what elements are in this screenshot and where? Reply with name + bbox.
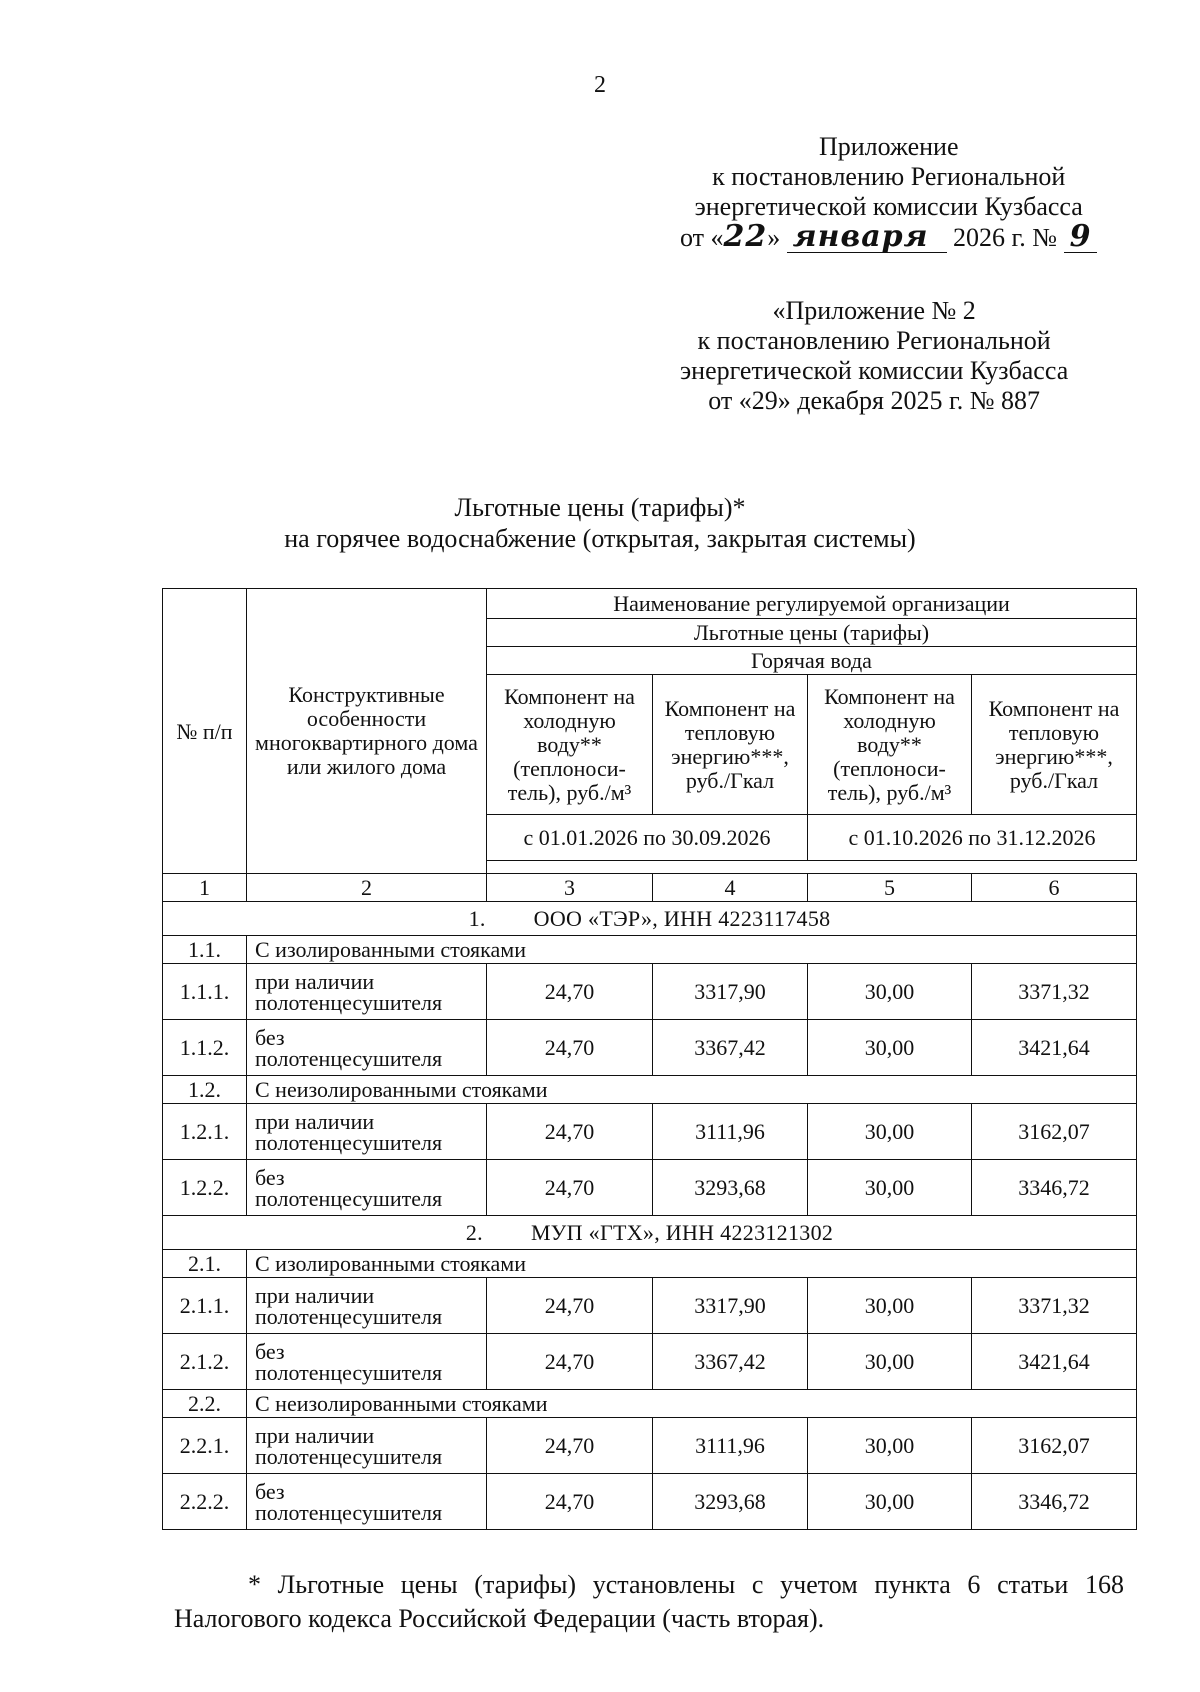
cell-cold-1: 24,70: [487, 1020, 653, 1076]
col-header-cold-component-1: Компонент на холодную воду** (теплоноси-тель), руб./м³: [487, 675, 653, 815]
appendix-line-3: энергетической комиссии Кузбасса: [694, 192, 1083, 221]
row-number: 2.1.1.: [163, 1278, 247, 1334]
table-row: [163, 1020, 1137, 1076]
cell-heat-1: 3367,42: [653, 1334, 808, 1390]
handwritten-day: 22: [723, 219, 768, 254]
row-feature-line-2: полотенцесушителя: [255, 1500, 443, 1525]
cell-heat-1: 3317,90: [653, 964, 808, 1020]
handwritten-number: 9: [1064, 222, 1098, 253]
cell-cold-1: 24,70: [487, 1278, 653, 1334]
column-number: 6: [972, 874, 1137, 902]
document-title-line-2: на горячее водоснабжение (открытая, закрытая системы): [284, 524, 916, 553]
col-header-period-2: с 01.10.2026 по 31.12.2026: [808, 815, 1137, 861]
row-feature-line-2: полотенцесушителя: [255, 1046, 443, 1071]
group-title: С неизолированными стояками: [247, 1390, 1137, 1418]
cell-heat-2: 3421,64: [972, 1020, 1137, 1076]
column-number: 3: [487, 874, 653, 902]
date-year: 2026 г. №: [953, 223, 1058, 252]
footnote: [174, 1568, 1124, 1636]
group-title: С изолированными стояками: [247, 1250, 1137, 1278]
group-title: С изолированными стояками: [247, 936, 1137, 964]
group-title: С неизолированными стояками: [247, 1076, 1137, 1104]
footnote-line-2: Налогового кодекса Российской Федерации (часть вторая).: [174, 1604, 825, 1633]
org-number: 2.: [465, 1220, 483, 1245]
row-feature: [247, 1418, 487, 1474]
row-number: 1.1.2.: [163, 1020, 247, 1076]
cell-cold-2: 30,00: [808, 1334, 972, 1390]
appendix-title: Приложение: [818, 132, 959, 161]
row-feature: [247, 1474, 487, 1530]
cell-cold-2: 30,00: [808, 1104, 972, 1160]
appendix-2-header: [680, 296, 1068, 416]
cell-heat-2: 3371,32: [972, 1278, 1137, 1334]
cell-cold-1: 24,70: [487, 1334, 653, 1390]
row-number: 2.1.2.: [163, 1334, 247, 1390]
cell-heat-1: 3367,42: [653, 1020, 808, 1076]
group-number: 1.1.: [163, 936, 247, 964]
table-row: [163, 1418, 1137, 1474]
col-header-num: № п/п: [163, 589, 247, 874]
tariffs-table: [162, 588, 1137, 1530]
cell-heat-2: 3371,32: [972, 964, 1137, 1020]
row-number: 1.1.1.: [163, 964, 247, 1020]
table-row: [163, 1278, 1137, 1334]
row-feature-line-1: при наличии: [255, 1423, 375, 1448]
row-feature-line-1: без: [255, 1339, 285, 1364]
row-number: 1.2.2.: [163, 1160, 247, 1216]
cell-cold-2: 30,00: [808, 1474, 972, 1530]
cell-cold-2: 30,00: [808, 1278, 972, 1334]
row-feature-line-2: полотенцесушителя: [255, 1130, 443, 1155]
org-number: 1.: [468, 906, 486, 931]
document-title-line-1: Льготные цены (тарифы)*: [454, 493, 746, 522]
cell-cold-2: 30,00: [808, 1160, 972, 1216]
col-header-features: Конструктивные особенности многоквартирного дома или жилого дома: [247, 589, 487, 874]
cell-heat-2: 3162,07: [972, 1104, 1137, 1160]
column-number: 5: [808, 874, 972, 902]
appendix-2-title: «Приложение № 2: [772, 296, 976, 325]
col-header-heat-component-2: Компонент на тепловую энергию***, руб./Гкал: [972, 675, 1137, 815]
cell-heat-1: 3111,96: [653, 1104, 808, 1160]
org-row: [163, 902, 1137, 936]
row-feature-line-1: без: [255, 1165, 285, 1190]
date-prefix: от «: [680, 223, 724, 252]
col-header-org-name: Наименование регулируемой организации: [487, 589, 1137, 619]
row-number: 1.2.1.: [163, 1104, 247, 1160]
cell-cold-2: 30,00: [808, 1418, 972, 1474]
document-title: [0, 492, 1200, 554]
cell-cold-2: 30,00: [808, 964, 972, 1020]
cell-cold-1: 24,70: [487, 1160, 653, 1216]
row-feature-line-2: полотенцесушителя: [255, 1360, 443, 1385]
cell-cold-1: 24,70: [487, 1418, 653, 1474]
cell-heat-2: 3421,64: [972, 1334, 1137, 1390]
table-row: [163, 1334, 1137, 1390]
row-number: 2.2.2.: [163, 1474, 247, 1530]
table-row: [163, 1104, 1137, 1160]
cell-cold-1: 24,70: [487, 1474, 653, 1530]
row-number: 2.2.1.: [163, 1418, 247, 1474]
cell-heat-1: 3293,68: [653, 1160, 808, 1216]
row-feature: [247, 964, 487, 1020]
col-header-prices: Льготные цены (тарифы): [487, 619, 1137, 647]
row-feature-line-1: при наличии: [255, 969, 375, 994]
col-header-hot-water: Горячая вода: [487, 647, 1137, 675]
date-day-close: »: [767, 223, 781, 252]
page-number: 2: [594, 72, 606, 98]
appendix-2-line-3: энергетической комиссии Кузбасса: [680, 356, 1069, 385]
cell-heat-2: 3162,07: [972, 1418, 1137, 1474]
row-feature-line-1: при наличии: [255, 1283, 375, 1308]
group-number: 1.2.: [163, 1076, 247, 1104]
column-number: 4: [653, 874, 808, 902]
appendix-line-2: к постановлению Региональной: [712, 162, 1066, 191]
table-row: [163, 1474, 1137, 1530]
col-header-cold-component-2: Компонент на холодную воду** (теплоноси-тель), руб./м³: [808, 675, 972, 815]
cell-heat-1: 3111,96: [653, 1418, 808, 1474]
col-header-period-1: с 01.01.2026 по 30.09.2026: [487, 815, 808, 861]
cell-cold-2: 30,00: [808, 1020, 972, 1076]
cell-heat-1: 3293,68: [653, 1474, 808, 1530]
row-feature: [247, 1160, 487, 1216]
row-feature-line-1: без: [255, 1025, 285, 1050]
group-number: 2.2.: [163, 1390, 247, 1418]
appendix-2-date-line: от «29» декабря 2025 г. № 887: [708, 386, 1041, 415]
appendix-header: [680, 132, 1097, 253]
row-feature-line-2: полотенцесушителя: [255, 1304, 443, 1329]
appendix-2-line-2: к постановлению Региональной: [697, 326, 1051, 355]
cell-heat-1: 3317,90: [653, 1278, 808, 1334]
column-number: 1: [163, 874, 247, 902]
table-row: [163, 964, 1137, 1020]
cell-cold-1: 24,70: [487, 964, 653, 1020]
row-feature: [247, 1278, 487, 1334]
row-feature: [247, 1020, 487, 1076]
column-number: 2: [247, 874, 487, 902]
table-row: [163, 1160, 1137, 1216]
cell-heat-2: 3346,72: [972, 1160, 1137, 1216]
cell-heat-2: 3346,72: [972, 1474, 1137, 1530]
handwritten-month: января: [787, 222, 947, 253]
group-number: 2.1.: [163, 1250, 247, 1278]
row-feature-line-2: полотенцесушителя: [255, 1444, 443, 1469]
row-feature-line-1: при наличии: [255, 1109, 375, 1134]
org-name: МУП «ГТХ», ИНН 4223121302: [530, 1220, 834, 1245]
appendix-date-line: [680, 219, 1097, 254]
row-feature-line-1: без: [255, 1479, 285, 1504]
row-feature-line-2: полотенцесушителя: [255, 1186, 443, 1211]
footnote-line-1: * Льготные цены (тарифы) установлены с учетом пункта 6 статьи 168: [248, 1570, 1124, 1599]
cell-cold-1: 24,70: [487, 1104, 653, 1160]
row-feature-line-2: полотенцесушителя: [255, 990, 443, 1015]
org-row: [163, 1216, 1137, 1250]
col-header-heat-component-1: Компонент на тепловую энергию***, руб./Гкал: [653, 675, 808, 815]
row-feature: [247, 1334, 487, 1390]
org-name: ООО «ТЭР», ИНН 4223117458: [533, 906, 831, 931]
row-feature: [247, 1104, 487, 1160]
